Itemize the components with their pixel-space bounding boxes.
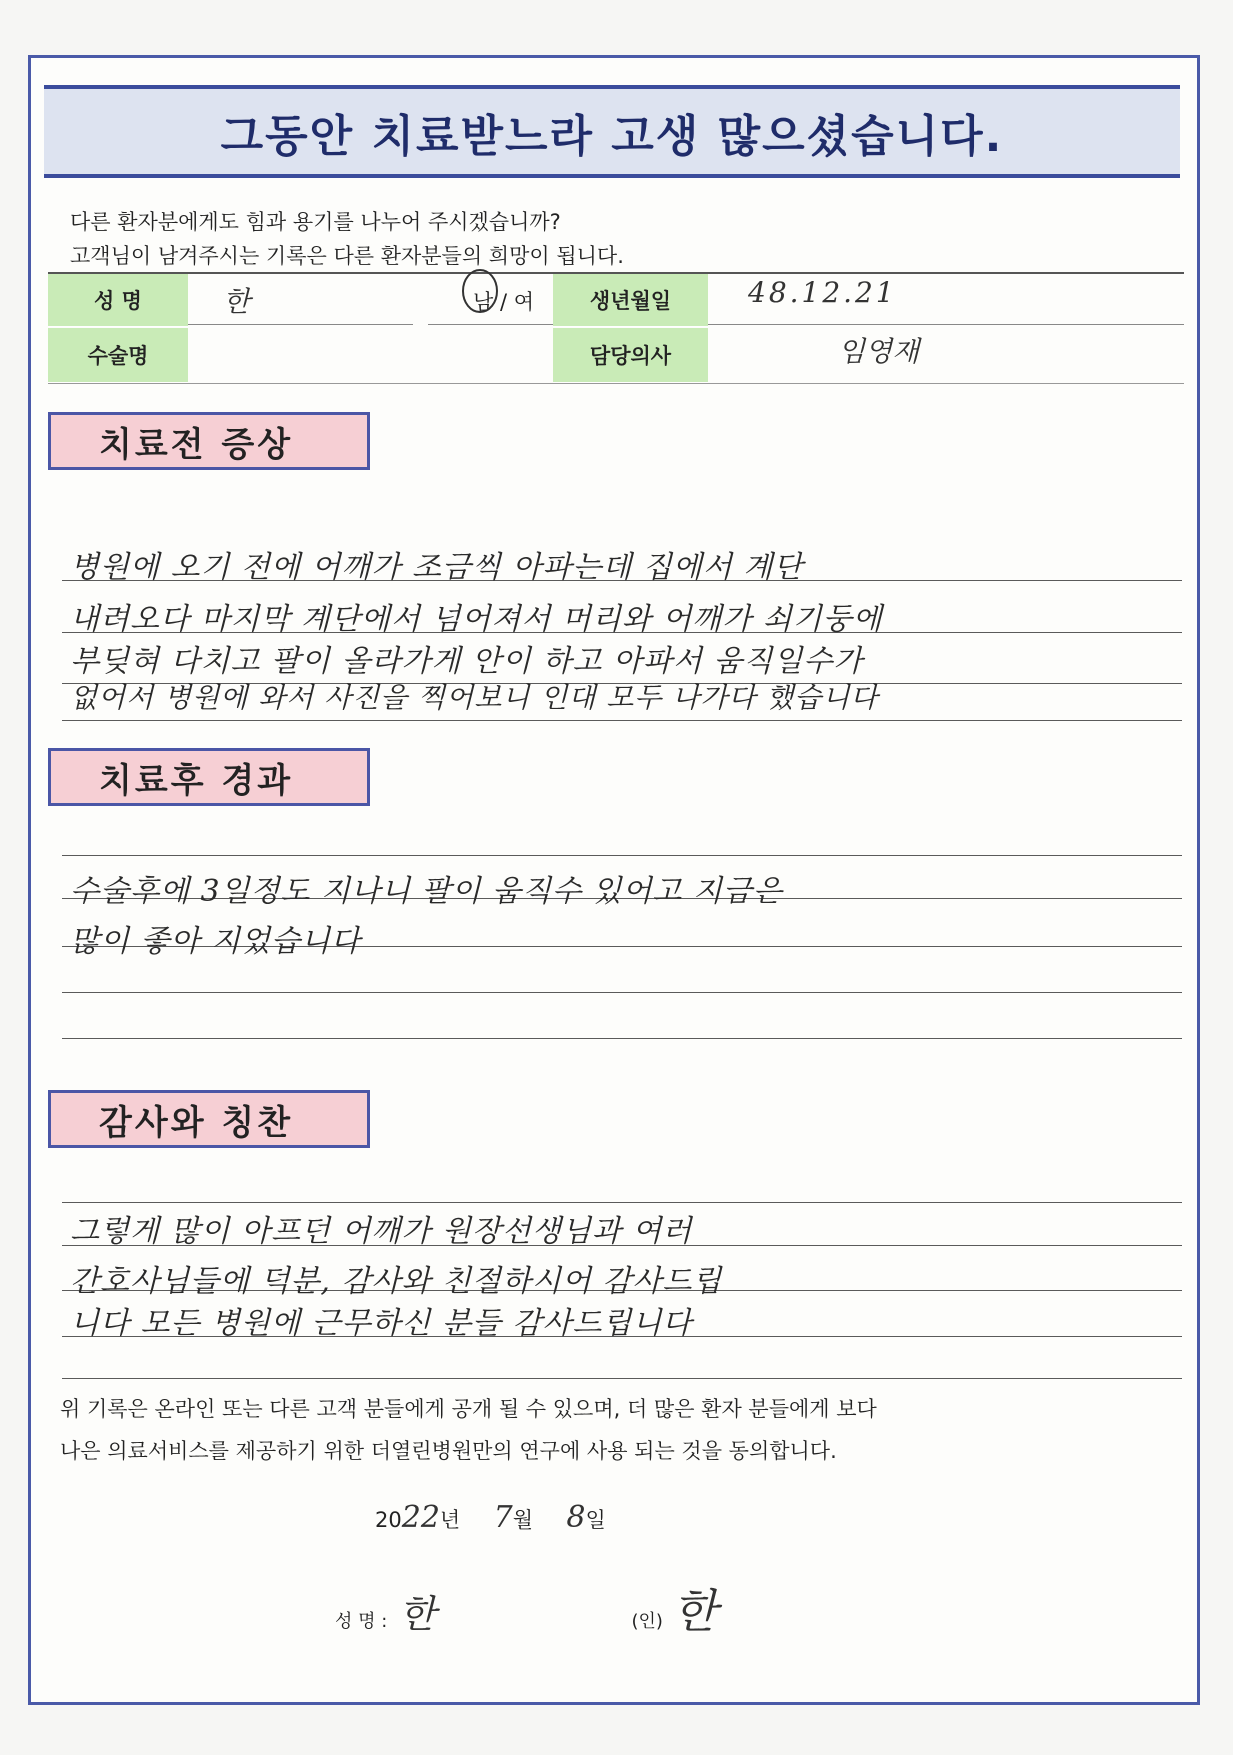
doctor-label: 담당의사: [553, 328, 708, 383]
gender-circle-mark: [458, 266, 502, 316]
thanks-line-3: 니다 모든 병원에 근무하신 분들 감사드립니다: [70, 1306, 693, 1341]
signature-row: [335, 1575, 717, 1641]
consent-line-1: 위 기록은 온라인 또는 다른 고객 분들에게 공개 될 수 있으며, 더 많은 환자 분들에게 보다: [60, 1397, 877, 1421]
intro-line-1: 다른 환자분에게도 힘과 용기를 나누어 주시겠습니까?: [70, 210, 561, 234]
date-month-suffix: 월: [512, 1508, 533, 1532]
date-day-hand: 8: [566, 1500, 586, 1535]
before-line-4: 없어서 병원에 와서 사진을 찍어보니 인대 모두 나가다 했습니다: [70, 681, 879, 714]
signature-name-hand: 한: [399, 1592, 436, 1636]
before-line-3: 부딪혀 다치고 팔이 올라가게 안이 하고 아파서 움직일수가: [70, 644, 864, 679]
section-before-heading: 치료전 증상: [48, 412, 370, 470]
rule-after-1: [62, 855, 1182, 856]
birth-underline: [708, 324, 1184, 325]
seal-label: (인): [631, 1611, 663, 1632]
rule-after-5: [62, 1038, 1182, 1039]
before-line-1: 병원에 오기 전에 어깨가 조금씩 아파는데 집에서 계단: [70, 550, 804, 585]
gender-text: 남 / 여: [473, 290, 534, 314]
patient-info-table: [48, 272, 1184, 384]
name-underline: [188, 324, 413, 325]
rule-before-4: [62, 720, 1182, 721]
intro-text: [70, 205, 624, 273]
page-title: 그동안 치료받느라 고생 많으셨습니다.: [220, 110, 1004, 162]
date-prefix: 20: [375, 1508, 402, 1532]
after-line-2: 많이 좋아 지었습니다: [70, 924, 361, 959]
title-banner: [44, 85, 1180, 178]
thanks-line-1: 그렇게 많이 아프던 어깨가 원장선생님과 여러: [70, 1214, 693, 1249]
signature-date: [375, 1500, 606, 1535]
section-thanks-heading: 감사와 칭찬: [48, 1090, 370, 1148]
intro-line-2: 고객님이 남겨주시는 기록은 다른 환자분들의 희망이 됩니다.: [70, 244, 624, 268]
date-day-suffix: 일: [585, 1508, 606, 1532]
after-line-1: 수술후에 3일정도 지나니 팔이 움직수 있어고 지금은: [70, 874, 783, 909]
before-line-2: 내려오다 마지막 계단에서 넘어져서 머리와 어깨가 쇠기둥에: [70, 602, 883, 637]
doctor-value: 임영재: [838, 335, 920, 368]
surgery-label: 수술명: [48, 328, 188, 383]
signature-name-label: 성 명 :: [335, 1611, 388, 1632]
section-after-heading: 치료후 경과: [48, 748, 370, 806]
rule-thanks-1: [62, 1202, 1182, 1203]
consent-text: [60, 1388, 877, 1472]
consent-line-2: 나은 의료서비스를 제공하기 위한 더열린병원만의 연구에 사용 되는 것을 동의합니다.: [60, 1439, 837, 1463]
date-year-hand: 22: [401, 1500, 440, 1535]
rule-thanks-5: [62, 1378, 1182, 1379]
date-year-suffix: 년: [439, 1508, 461, 1532]
birth-value: 48.12.21: [748, 276, 897, 309]
rule-after-4: [62, 992, 1182, 993]
name-value: 한: [223, 285, 251, 318]
handwritten-signature: 한: [672, 1584, 718, 1638]
thanks-line-2: 간호사님들에 덕분, 감사와 친절하시어 감사드립: [70, 1264, 723, 1299]
birth-label: 생년월일: [553, 274, 708, 327]
gender-underline: [428, 324, 553, 325]
date-month-hand: 7: [493, 1500, 513, 1535]
name-label: 성 명: [48, 274, 188, 327]
